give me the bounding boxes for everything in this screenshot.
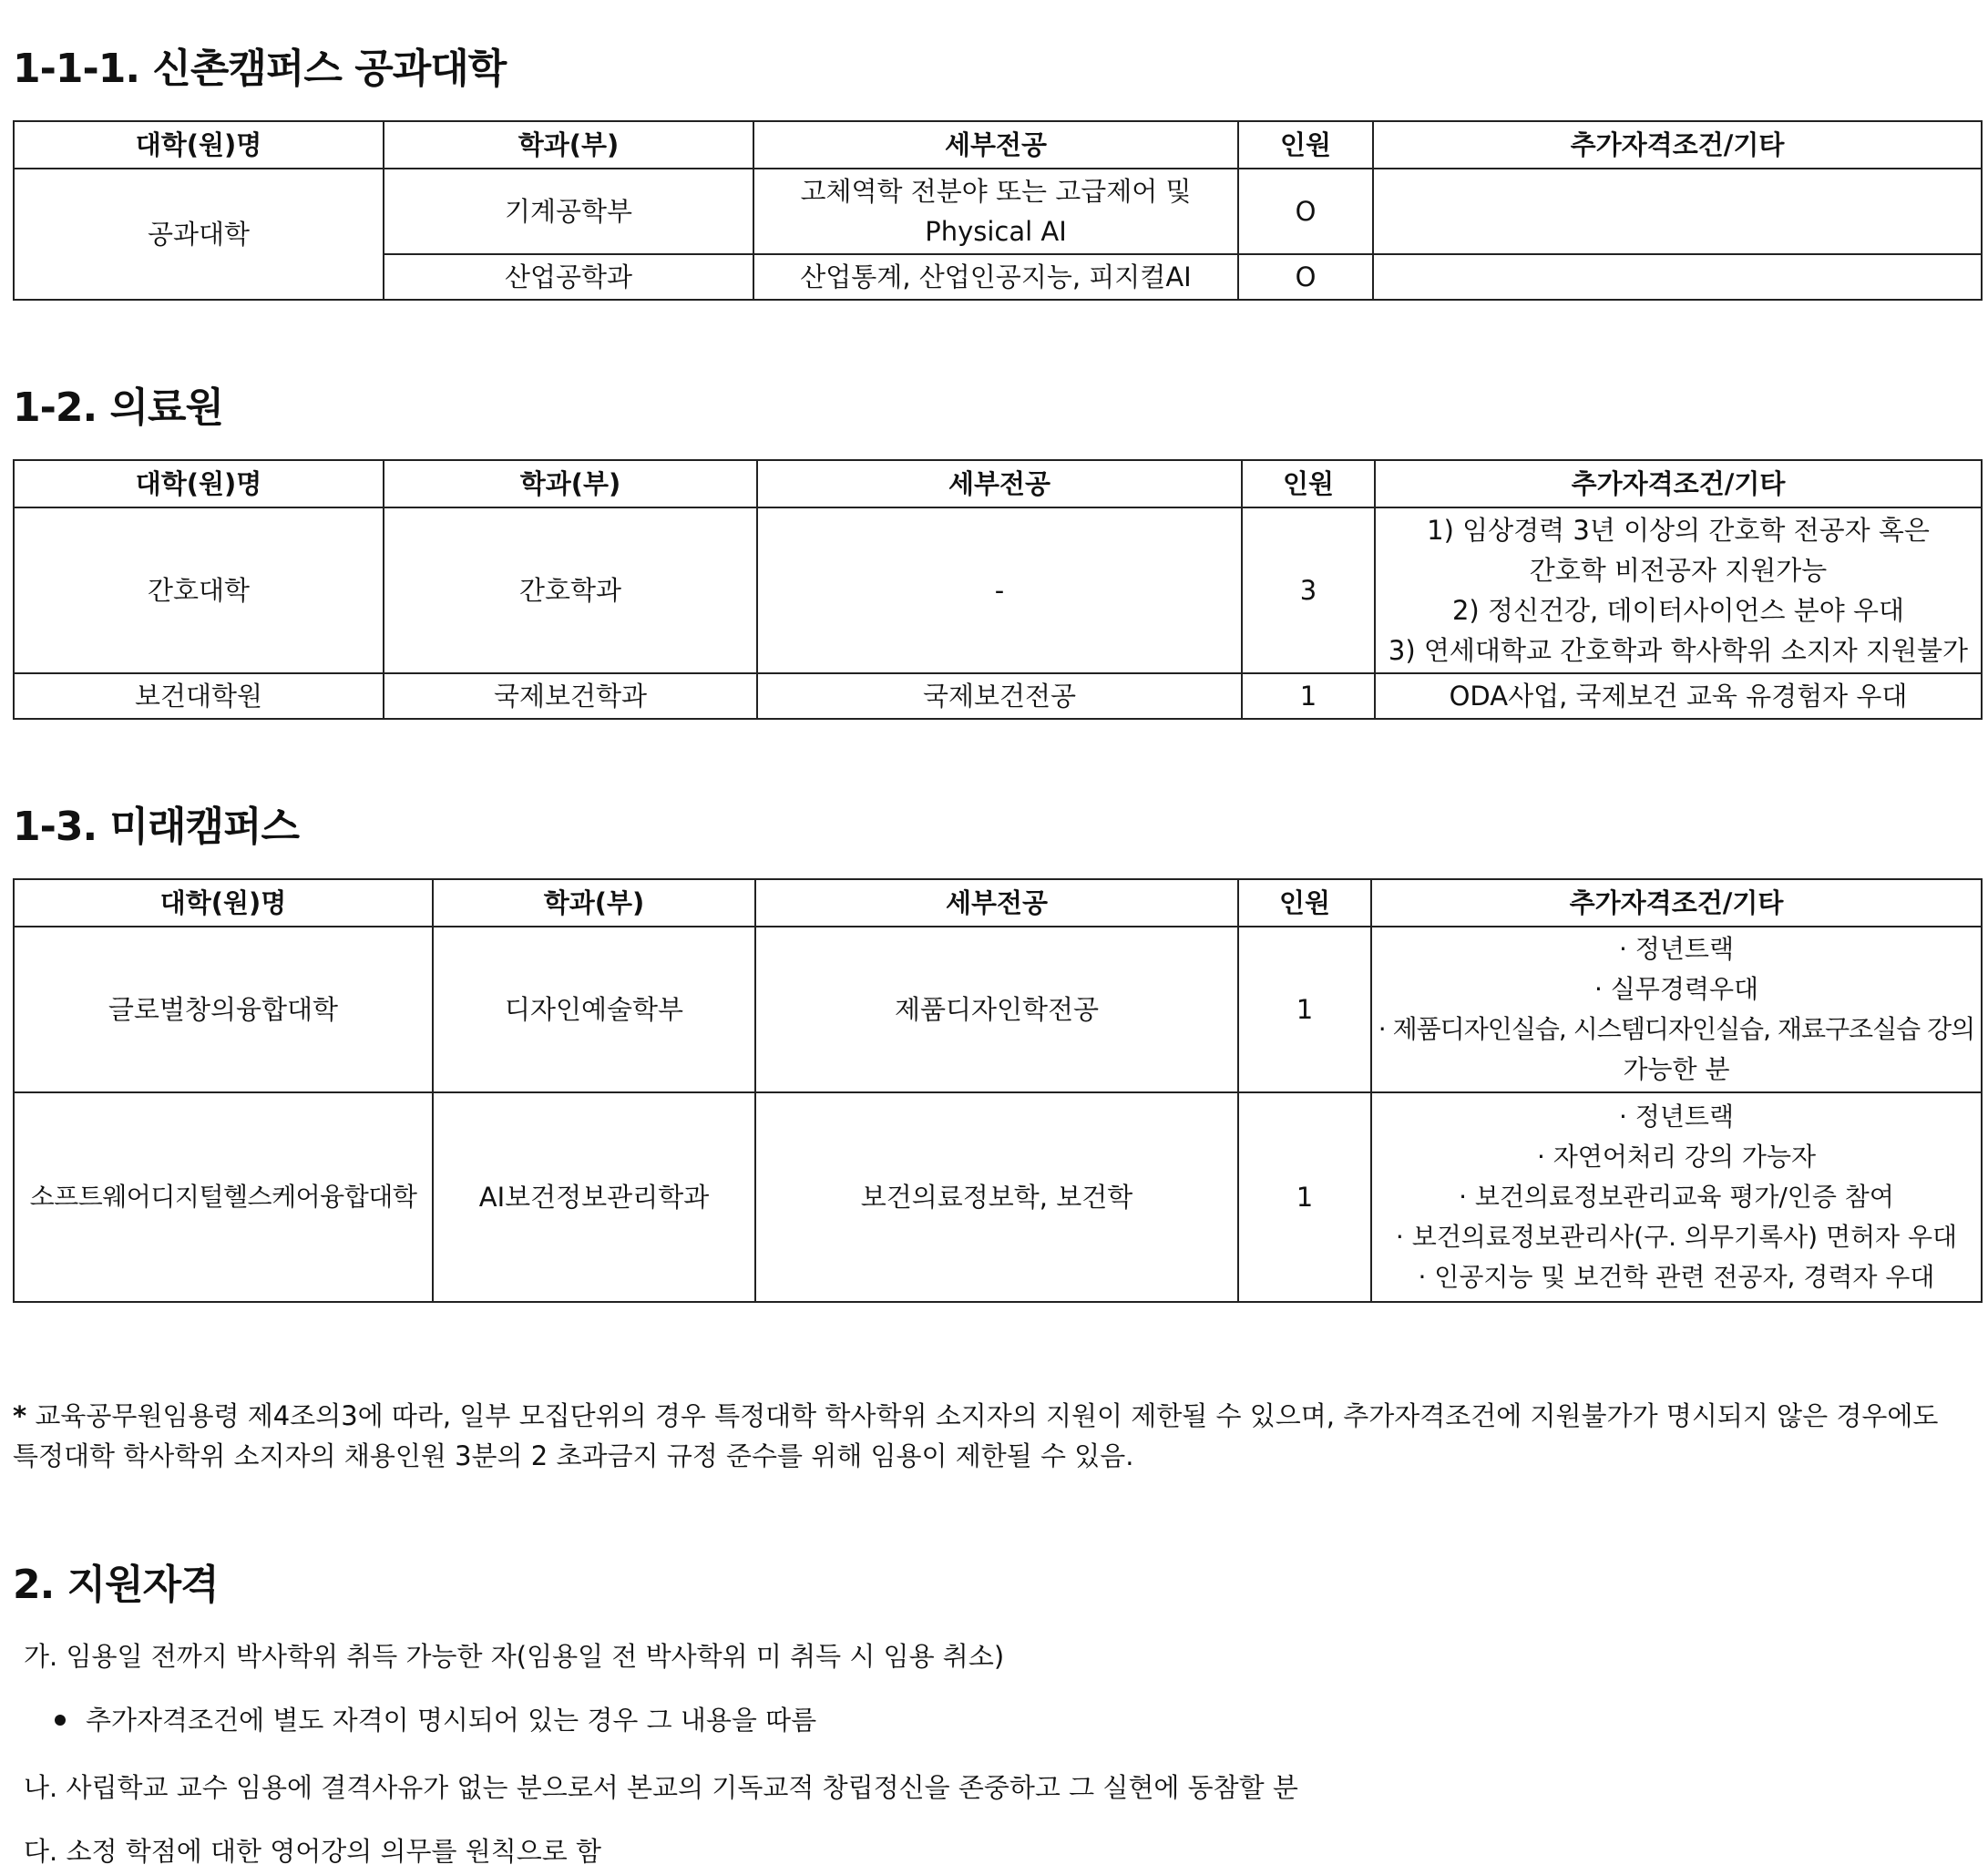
cell-department: 간호학과 <box>384 507 757 673</box>
header-extra: 추가자격조건/기타 <box>1375 460 1982 507</box>
cell-department: 국제보건학과 <box>384 673 757 719</box>
cell-count: O <box>1238 254 1373 300</box>
cell-major: 산업통계, 산업인공지능, 피지컬AI <box>753 254 1238 300</box>
table-row <box>14 1092 1982 1302</box>
cell-extra <box>1375 507 1982 673</box>
extra-line: · 실무경력우대 <box>1593 974 1759 1004</box>
header-college: 대학(원)명 <box>14 121 384 169</box>
extra-line: · 보건의료정보관리교육 평가/인증 참여 <box>1459 1182 1894 1212</box>
header-major: 세부전공 <box>753 121 1238 169</box>
cell-department: 기계공학부 <box>384 169 753 254</box>
section-title-future-campus: 1-3. 미래캠퍼스 <box>13 804 300 850</box>
footnote-star: * <box>13 1400 27 1431</box>
table-row <box>14 673 1982 719</box>
extra-line: · 정년트랙 <box>1619 1101 1734 1132</box>
header-count: 인원 <box>1242 460 1375 507</box>
cell-count: 1 <box>1238 927 1371 1092</box>
table-header-row <box>14 879 1982 927</box>
cell-count: 1 <box>1238 1092 1371 1302</box>
cell-count: O <box>1238 169 1373 254</box>
table-future-campus <box>13 878 1983 1303</box>
header-extra: 추가자격조건/기타 <box>1373 121 1982 169</box>
extra-line: · 제품디자인실습, 시스템디자인실습, 재료구조실습 강의 <box>1378 1014 1975 1044</box>
section-title-engineering: 1-1-1. 신촌캠퍼스 공과대학 <box>13 46 507 92</box>
cell-extra <box>1373 169 1982 254</box>
cell-major: 고체역학 전분야 또는 고급제어 및 Physical AI <box>753 169 1238 254</box>
qualification-item-c: 다. 소정 학점에 대한 영어강의 의무를 원칙으로 함 <box>24 1836 602 1867</box>
cell-extra <box>1371 927 1982 1092</box>
table-row <box>14 927 1982 1092</box>
header-college: 대학(원)명 <box>14 460 384 507</box>
qualification-item-b: 나. 사립학교 교수 임용에 결격사유가 없는 분으로서 본교의 기독교적 창립정신을 존중하고 그 실현에 동참할 분 <box>24 1772 1298 1803</box>
table-header-row <box>14 460 1982 507</box>
header-major: 세부전공 <box>755 879 1238 927</box>
cell-extra <box>1371 1092 1982 1302</box>
extra-line: · 인공지능 및 보건학 관련 전공자, 경력자 우대 <box>1418 1262 1935 1292</box>
extra-line: 가능한 분 <box>1623 1054 1730 1084</box>
table-row <box>14 169 1982 254</box>
section-title-medical: 1-2. 의료원 <box>13 384 224 431</box>
extra-line: 1) 임상경력 3년 이상의 간호학 전공자 혹은 <box>1427 515 1930 546</box>
header-department: 학과(부) <box>384 121 753 169</box>
bullet-icon <box>55 1715 66 1726</box>
header-college: 대학(원)명 <box>14 879 433 927</box>
extra-line: 간호학 비전공자 지원가능 <box>1529 555 1828 586</box>
header-extra: 추가자격조건/기타 <box>1371 879 1982 927</box>
cell-college: 소프트웨어디지털헬스케어융합대학 <box>14 1092 433 1302</box>
cell-count: 3 <box>1242 507 1375 673</box>
qualification-item-a: 가. 임용일 전까지 박사학위 취득 가능한 자(임용일 전 박사학위 미 취득 시 임용 취소) <box>24 1641 1005 1672</box>
header-department: 학과(부) <box>433 879 755 927</box>
cell-major: 제품디자인학전공 <box>755 927 1238 1092</box>
header-department: 학과(부) <box>384 460 757 507</box>
extra-line: · 정년트랙 <box>1619 934 1734 964</box>
footnote <box>13 1396 1981 1476</box>
extra-line: 2) 정신건강, 데이터사이언스 분야 우대 <box>1451 595 1905 626</box>
cell-major: 국제보건전공 <box>757 673 1242 719</box>
cell-count: 1 <box>1242 673 1375 719</box>
header-count: 인원 <box>1238 121 1373 169</box>
cell-college: 보건대학원 <box>14 673 384 719</box>
section-title-qualifications: 2. 지원자격 <box>13 1562 219 1608</box>
table-header-row <box>14 121 1982 169</box>
cell-college: 글로벌창의융합대학 <box>14 927 433 1092</box>
extra-line: · 자연어처리 강의 가능자 <box>1536 1142 1817 1172</box>
table-engineering <box>13 120 1983 301</box>
footnote-text: 교육공무원임용령 제4조의3에 따라, 일부 모집단위의 경우 특정대학 학사학위 소지자의 지원이 제한될 수 있으며, 추가자격조건에 지원불가가 명시되지 않은 경우에도 특정대학 학사학위 소지자의 채용인원 3분의 2 초과금지 규정 준수를 위해 임용이 제한될 수 있음. <box>13 1400 1939 1471</box>
cell-major: 보건의료정보학, 보건학 <box>755 1092 1238 1302</box>
extra-line: · 보건의료정보관리사(구. 의무기록사) 면허자 우대 <box>1395 1222 1958 1252</box>
cell-major: - <box>757 507 1242 673</box>
qualification-bullet: 추가자격조건에 별도 자격이 명시되어 있는 경우 그 내용을 따름 <box>86 1705 817 1736</box>
cell-department: AI보건정보관리학과 <box>433 1092 755 1302</box>
cell-department: 디자인예술학부 <box>433 927 755 1092</box>
header-count: 인원 <box>1238 879 1371 927</box>
cell-college: 공과대학 <box>14 169 384 300</box>
table-row <box>14 507 1982 673</box>
cell-college: 간호대학 <box>14 507 384 673</box>
cell-extra <box>1373 254 1982 300</box>
cell-extra: ODA사업, 국제보건 교육 유경험자 우대 <box>1375 673 1982 719</box>
header-major: 세부전공 <box>757 460 1242 507</box>
table-medical <box>13 459 1983 720</box>
extra-line: 3) 연세대학교 간호학과 학사학위 소지자 지원불가 <box>1388 635 1969 666</box>
cell-department: 산업공학과 <box>384 254 753 300</box>
